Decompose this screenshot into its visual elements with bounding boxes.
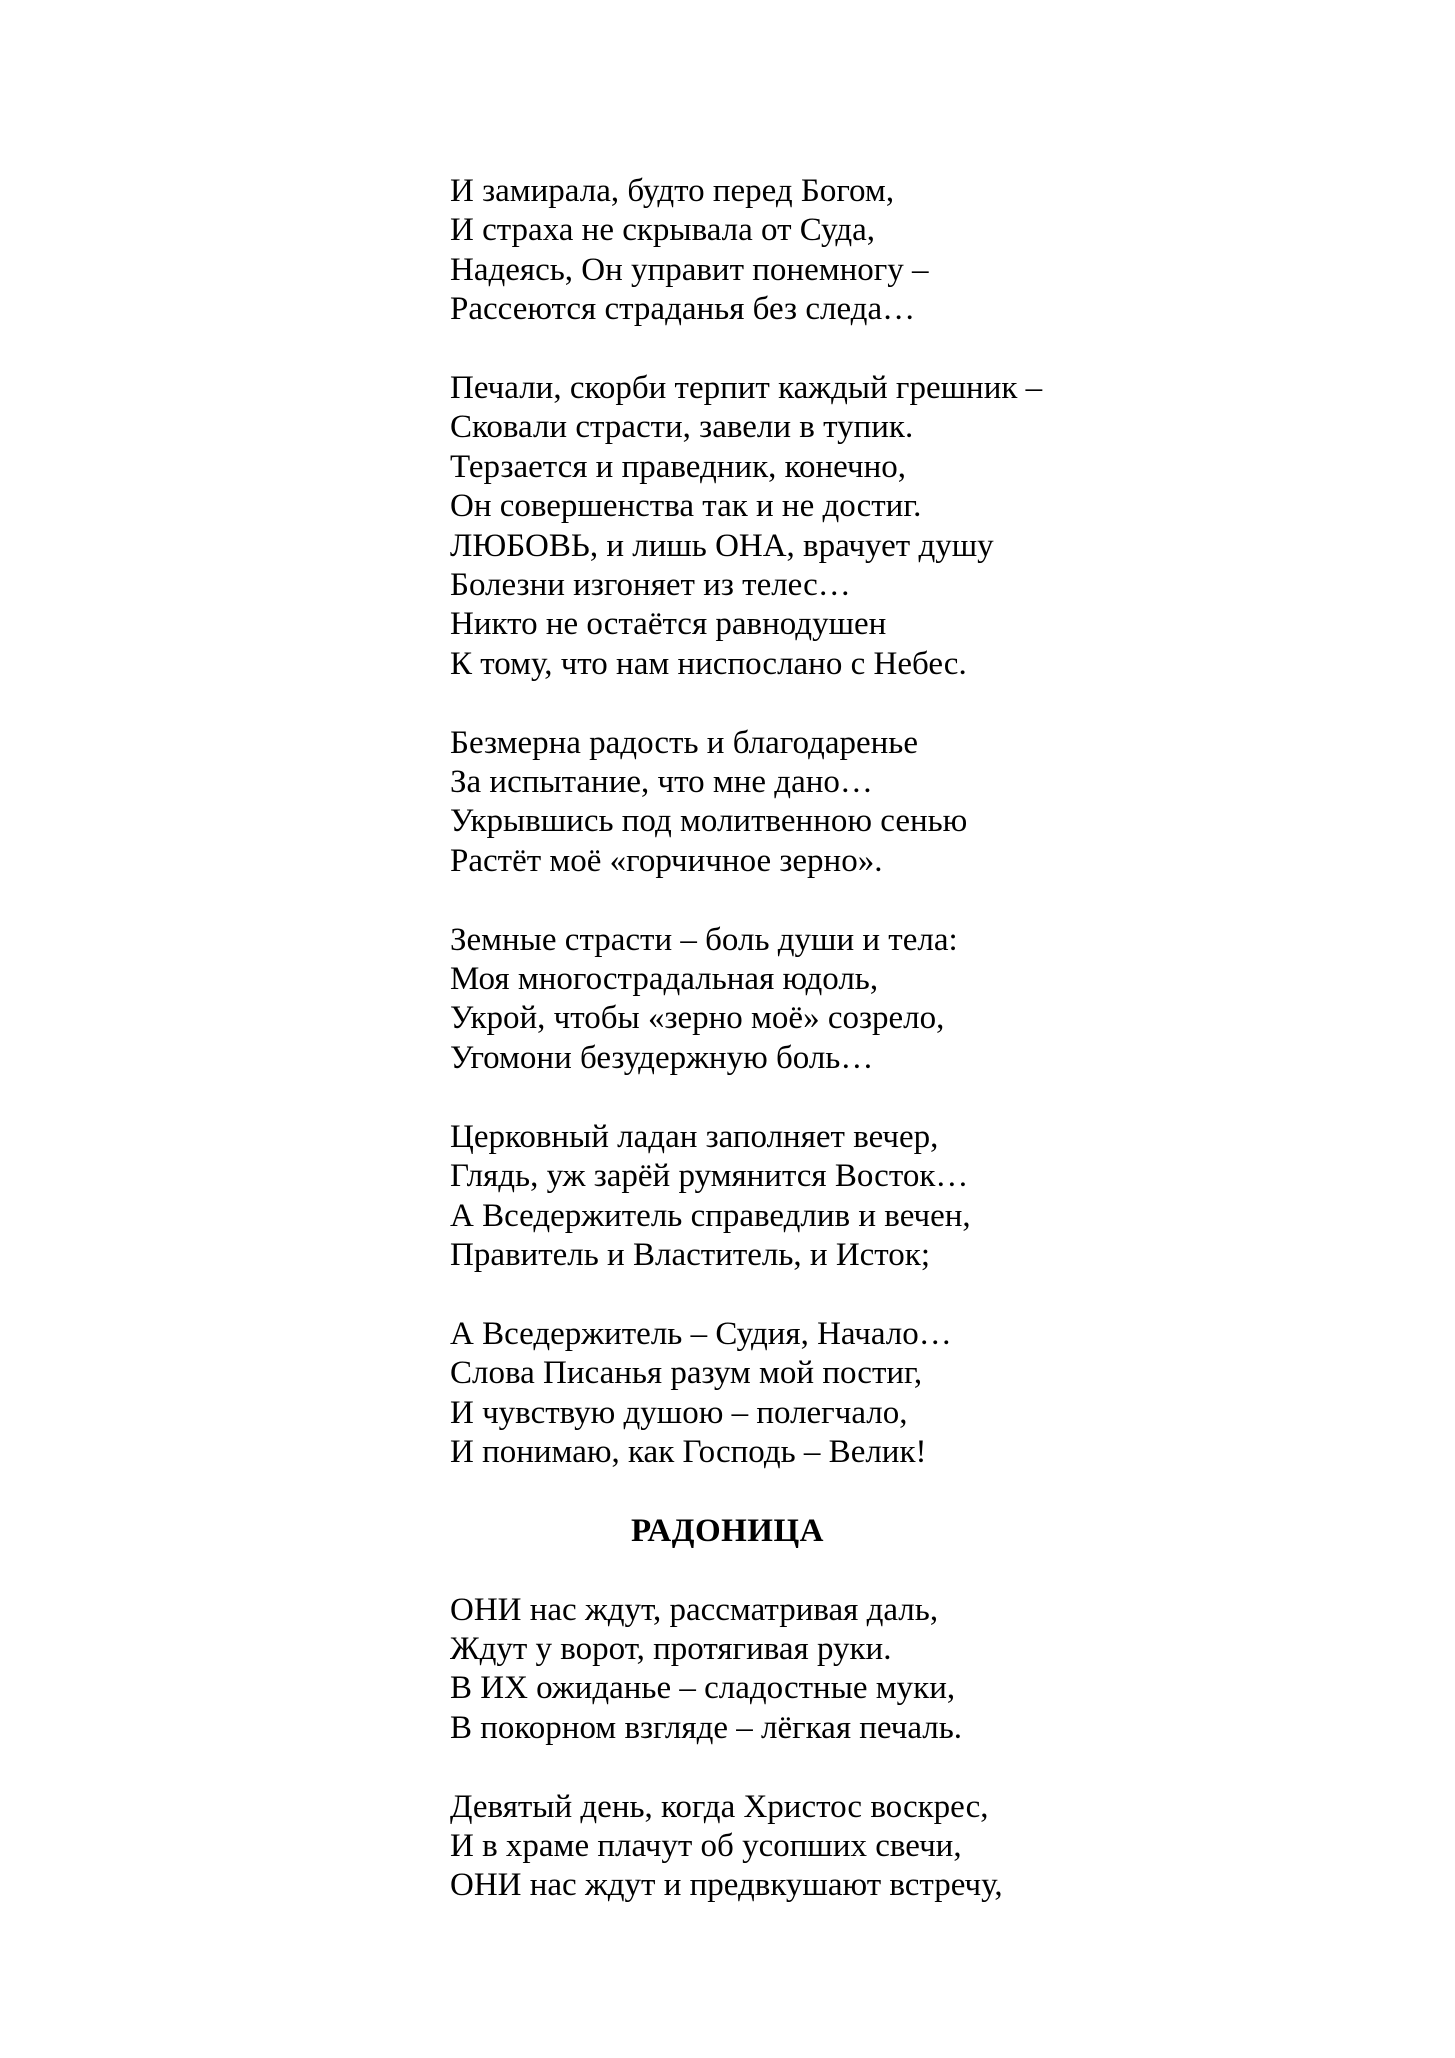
poem-line: Девятый день, когда Христос воскрес, [450,1788,989,1825]
poem-line: Безмерна радость и благодаренье [450,724,918,761]
poem-line: Рассеются страданья без следа… [450,291,916,328]
poem-title: РАДОНИЦА [631,1512,824,1549]
poem-line: Правитель и Властитель, и Исток; [450,1236,930,1273]
poem-line: Глядь, уж зарёй румянится Восток… [450,1158,969,1195]
stanza-1 [450,172,1395,330]
poem-line: И страха не скрывала от Суда, [450,212,876,249]
poem-line: ОНИ нас ждут и предвкушают встречу, [450,1867,1003,1904]
poem-line: Укрой, чтобы «зерно моё» созрело, [450,1000,945,1037]
poem-line: Моя многострадальная юдоль, [450,961,879,998]
stanza-4 [450,921,1395,1079]
poem-line: Терзается и праведник, конечно, [450,448,906,485]
stanza-6 [450,1315,1395,1473]
stanza-7 [450,1591,1395,1749]
poem-line: Ждут у ворот, протягивая руки. [450,1630,892,1667]
poem-line: ОНИ нас ждут, рассматривая даль, [450,1591,939,1628]
poem-line: Сковали страсти, завели в тупик. [450,409,914,446]
poem-line: Угомони безудержную боль… [450,1039,874,1076]
poem-line: Никто не остаётся равнодушен [450,606,887,643]
poem-line: А Вседержитель – Судия, Начало… [450,1315,952,1352]
poem-line: Церковный ладан заполняет вечер, [450,1118,939,1155]
poem-line: И замирала, будто перед Богом, [450,173,895,209]
poem-line: Он совершенства так и не достиг. [450,488,922,525]
poem-line: Болезни изгоняет из телес… [450,567,851,604]
stanza-2 [450,369,1395,684]
poem-line: В ИХ ожиданье – сладостные муки, [450,1670,956,1707]
poem-line: За испытание, что мне дано… [450,764,873,801]
poem-line: В покорном взгляде – лёгкая печаль. [450,1709,963,1746]
poem-line: Слова Писанья разум мой постиг, [450,1355,923,1392]
poem-line: А Вседержитель справедлив и вечен, [450,1197,971,1234]
poem-line: Растёт моё «горчичное зерно». [450,842,883,879]
poem-line: И понимаю, как Господь – Велик! [450,1433,927,1470]
poem-line: И чувствую душою – полегчало, [450,1394,908,1431]
poem-line: ЛЮБОВЬ, и лишь ОНА, врачует душу [450,527,994,564]
stanza-5 [450,1118,1395,1276]
poem-line: Земные страсти – боль души и тела: [450,921,958,958]
stanza-8 [450,1788,1395,1906]
poem-line: Печали, скорби терпит каждый грешник – [450,370,1043,407]
poem-line: Надеясь, Он управит понемногу – [450,251,929,288]
poem-line: И в храме плачут об усопших свечи, [450,1827,962,1864]
poem-line: Укрывшись под молитвенною сенью [450,803,968,840]
poem-content [0,172,1455,1906]
poem-line: К тому, что нам ниспослано с Небес. [450,645,967,682]
stanza-3 [450,724,1395,882]
